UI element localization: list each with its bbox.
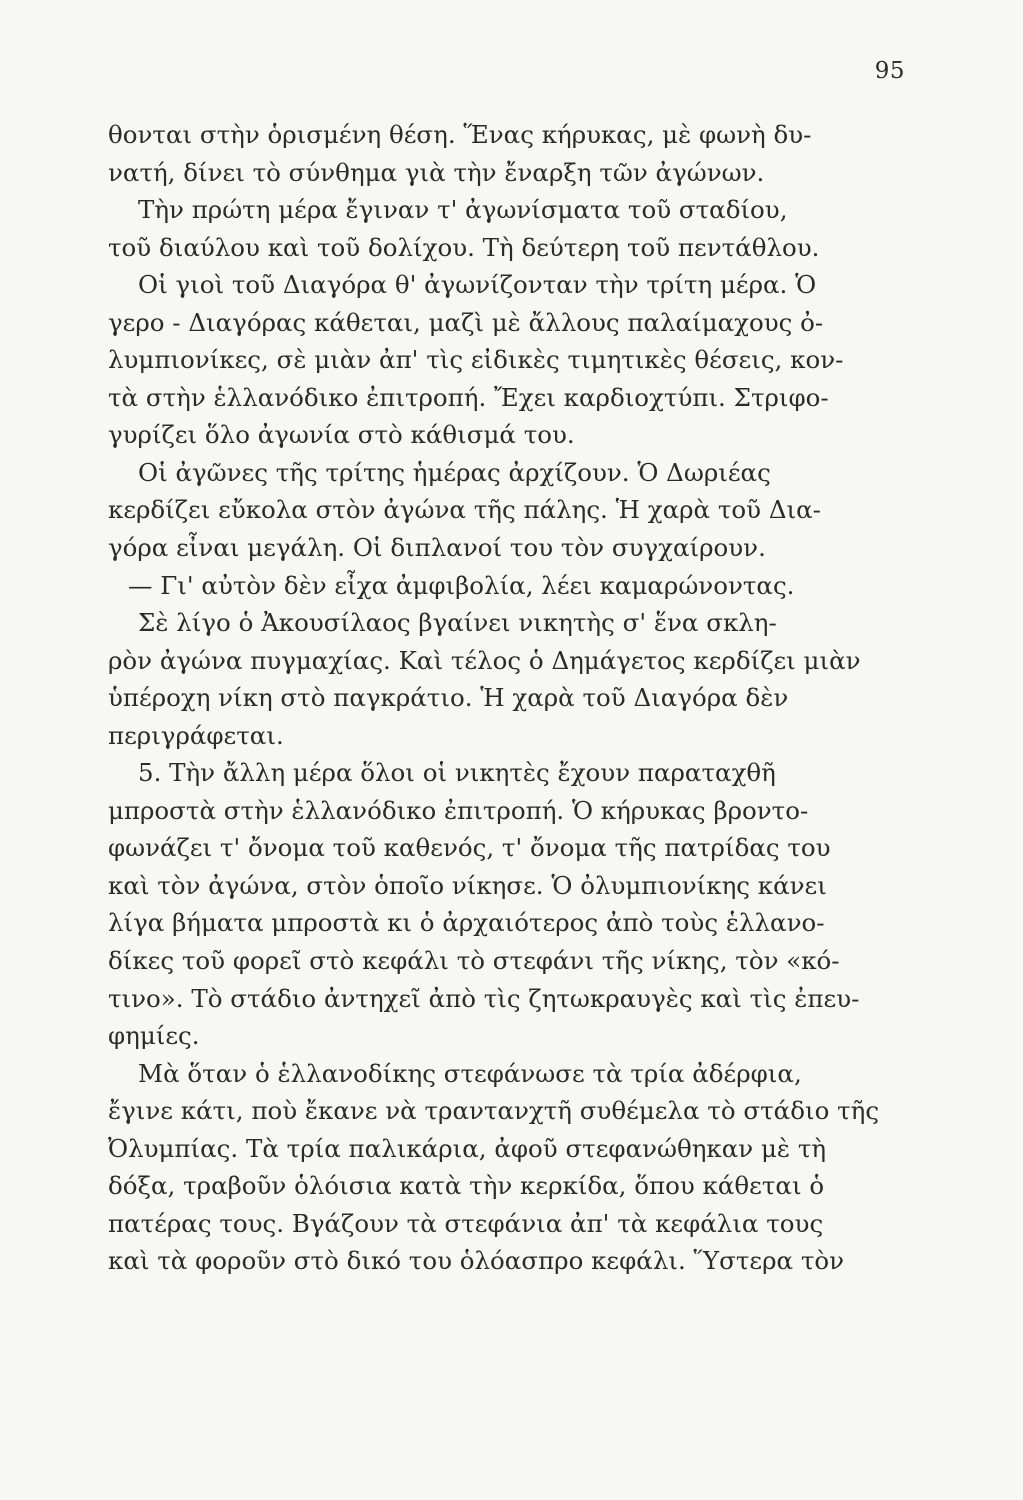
text-line: λυμπιονίκες, σὲ μιὰν ἀπ' τὶς εἰδικὲς τιμητικὲς θέσεις, κον-	[108, 345, 844, 375]
text-line: καὶ τὸν ἀγώνα, στὸν ὁποῖο νίκησε. Ὁ ὀλυμπιονίκης κάνει	[108, 870, 827, 900]
text-line: γόρα εἶναι μεγάλη. Οἱ διπλανοί του τὸν συγχαίρουν.	[108, 533, 766, 563]
text-line: γερο - Διαγόρας κάθεται, μαζὶ μὲ ἄλλους παλαίμαχους ὀ-	[108, 307, 824, 337]
text-line: 5. Τὴν ἄλλη μέρα ὅλοι οἱ νικητὲς ἔχουν παραταχθῆ	[138, 758, 776, 788]
text-line: ἔγινε κάτι, ποὺ ἔκανε νὰ τραντανχτῆ συθέμελα τὸ στάδιο τῆς	[108, 1096, 880, 1126]
text-line: θονται στὴν ὁρισμένη θέση. Ἕνας κήρυκας, μὲ φωνὴ δυ-	[108, 120, 812, 149]
text-line: περιγράφεται.	[108, 720, 284, 750]
text-line: πατέρας τους. Βγάζουν τὰ στεφάνια ἀπ' τὰ κεφάλια τους	[108, 1208, 824, 1238]
text-line: καὶ τὰ φοροῦν στὸ δικό του ὁλόασπρο κεφάλι. Ὕστερα τὸν	[108, 1246, 845, 1276]
text-line: Οἱ γιοὶ τοῦ Διαγόρα θ' ἀγωνίζονταν τὴν τρίτη μέρα. Ὁ	[138, 270, 817, 300]
text-line: ὑπέροχη νίκη στὸ παγκράτιο. Ἡ χαρὰ τοῦ Διαγόρα δὲν	[108, 683, 789, 713]
text-line: Οἱ ἀγῶνες τῆς τρίτης ἡμέρας ἀρχίζουν. Ὁ Δωριέας	[138, 457, 771, 487]
text-line: νατή, δίνει τὸ σύνθημα γιὰ τὴν ἔναρξη τῶν ἀγώνων.	[108, 157, 765, 187]
text-line: Τὴν πρώτη μέρα ἔγιναν τ' ἀγωνίσματα τοῦ σταδίου,	[138, 195, 788, 225]
text-line: τινο». Τὸ στάδιο ἀντηχεῖ ἀπὸ τὶς ζητωκραυγὲς καὶ τὶς ἐπευ-	[108, 983, 860, 1013]
text-line: Μὰ ὅταν ὁ ἑλλανοδίκης στεφάνωσε τὰ τρία ἀδέρφια,	[138, 1058, 802, 1088]
text-line: Ὀλυμπίας. Τὰ τρία παλικάρια, ἀφοῦ στεφανώθηκαν μὲ τὴ	[108, 1133, 827, 1163]
body-text	[108, 116, 908, 1280]
text-line: φωνάζει τ' ὄνομα τοῦ καθενός, τ' ὄνομα τῆς πατρίδας του	[108, 833, 831, 863]
text-line: ρὸν ἀγώνα πυγμαχίας. Καὶ τέλος ὁ Δημάγετος κερδίζει μιὰν	[108, 645, 861, 675]
text-line: γυρίζει ὅλο ἀγωνία στὸ κάθισμά του.	[108, 420, 575, 450]
text-line: φημίες.	[108, 1021, 200, 1051]
text-line: — Γι' αὐτὸν δὲν εἶχα ἀμφιβολία, λέει καμαρώνοντας.	[128, 570, 795, 600]
text-line: δόξα, τραβοῦν ὁλόισια κατὰ τὴν κερκίδα, ὅπου κάθεται ὁ	[108, 1171, 825, 1201]
text-line: Σὲ λίγο ὁ Ἀκουσίλαος βγαίνει νικητὴς σ' ἕνα σκλη-	[138, 608, 777, 638]
text-line: δίκες τοῦ φορεῖ στὸ κεφάλι τὸ στεφάνι τῆς νίκης, τὸν «κό-	[108, 946, 840, 976]
text-line: μπροστὰ στὴν ἑλλανόδικο ἐπιτροπή. Ὁ κήρυκας βροντο-	[108, 795, 809, 825]
text-line: λίγα βήματα μπροστὰ κι ὁ ἀρχαιότερος ἀπὸ τοὺς ἑλλανο-	[108, 908, 825, 938]
text-line: τὰ στὴν ἑλλανόδικο ἐπιτροπή. Ἔχει καρδιοχτύπι. Στριφο-	[108, 382, 829, 412]
text-line: κερδίζει εὔκολα στὸν ἀγώνα τῆς πάλης. Ἡ χαρὰ τοῦ Δια-	[108, 495, 821, 525]
page-number: 95	[874, 58, 905, 84]
text-line: τοῦ διαύλου καὶ τοῦ δολίχου. Τὴ δεύτερη τοῦ πεντάθλου.	[108, 232, 820, 262]
